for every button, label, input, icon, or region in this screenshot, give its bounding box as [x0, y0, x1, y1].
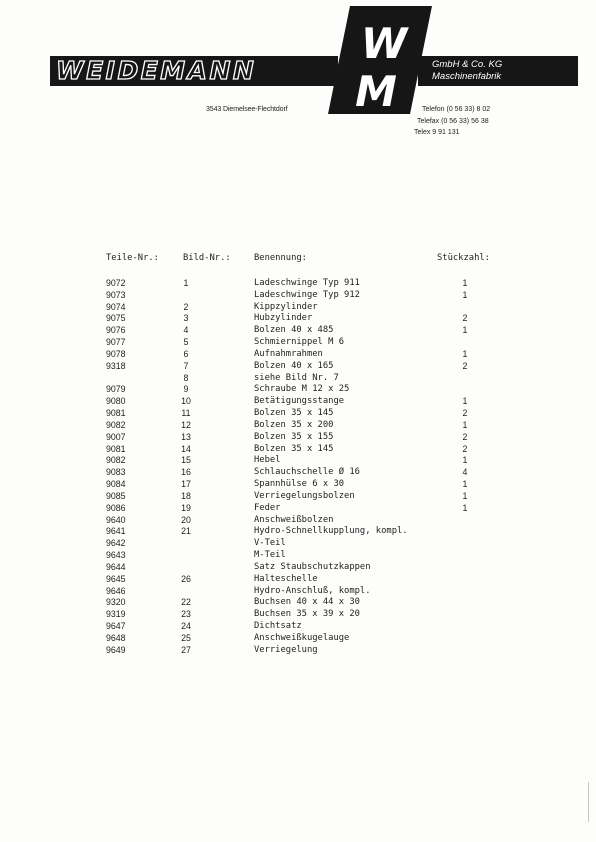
table-row — [0, 444, 596, 456]
figure-number: 3 — [183, 313, 189, 324]
figure-number: 15 — [181, 455, 191, 466]
part-name: V-Teil — [254, 538, 286, 549]
quantity: 2 — [462, 360, 468, 371]
table-row — [0, 491, 596, 503]
table-row — [0, 408, 596, 420]
table-row — [0, 645, 596, 657]
quantity: 2 — [462, 431, 468, 442]
part-name: Hubzylinder — [254, 313, 313, 324]
part-name: Bolzen 40 x 165 — [254, 360, 334, 371]
company-name: WEIDEMANN — [56, 56, 257, 85]
part-name: Bolzen 35 x 145 — [254, 443, 334, 454]
part-name: Schraube M 12 x 25 — [254, 384, 350, 395]
part-name: Schlauchschelle Ø 16 — [254, 467, 360, 478]
figure-number: 14 — [181, 443, 191, 454]
part-number: 9081 — [106, 443, 126, 454]
table-row — [0, 562, 596, 574]
figure-number: 24 — [181, 621, 191, 632]
figure-number: 27 — [181, 644, 191, 655]
company-type: Maschinenfabrik — [432, 71, 502, 82]
part-name: Bolzen 35 x 145 — [254, 408, 334, 419]
table-row — [0, 574, 596, 586]
part-number: 9320 — [106, 597, 126, 608]
figure-number: 13 — [181, 431, 191, 442]
quantity: 1 — [462, 419, 468, 430]
table-row — [0, 455, 596, 467]
table-row — [0, 349, 596, 361]
part-number: 9644 — [106, 561, 126, 572]
quantity: 1 — [462, 348, 468, 359]
quantity: 2 — [462, 313, 468, 324]
part-number: 9079 — [106, 384, 126, 395]
figure-number: 9 — [183, 384, 189, 395]
table-row — [0, 313, 596, 325]
part-name: Bolzen 35 x 155 — [254, 431, 334, 442]
part-name: Halteschelle — [254, 573, 318, 584]
part-number: 9081 — [106, 408, 126, 419]
part-name: Anschweißkugelauge — [254, 632, 350, 643]
part-name: Hydro-Anschluß, kompl. — [254, 585, 371, 596]
table-row — [0, 586, 596, 598]
figure-number: 20 — [181, 514, 191, 525]
figure-number: 21 — [181, 526, 191, 537]
part-number: 9319 — [106, 609, 126, 620]
table-row — [0, 597, 596, 609]
table-row — [0, 621, 596, 633]
figure-number: 8 — [183, 372, 189, 383]
phone-number: Telefon (0 56 33) 8 02 — [422, 106, 491, 113]
part-number: 9075 — [106, 313, 126, 324]
part-name: Dichtsatz — [254, 621, 302, 632]
quantity: 1 — [462, 396, 468, 407]
part-number: 9646 — [106, 585, 126, 596]
part-name: Aufnahmrahmen — [254, 348, 323, 359]
figure-number: 17 — [181, 479, 191, 490]
quantity: 1 — [462, 490, 468, 501]
quantity: 1 — [462, 455, 468, 466]
part-name: Ladeschwinge Typ 912 — [254, 289, 360, 300]
part-number: 9074 — [106, 301, 126, 312]
part-name: Hydro-Schnellkupplung, kompl. — [254, 526, 408, 537]
part-number: 9077 — [106, 337, 126, 348]
quantity: 1 — [462, 278, 468, 288]
column-header-stueckzahl: Stückzahl: — [437, 253, 490, 263]
figure-number: 12 — [181, 419, 191, 430]
quantity: 2 — [462, 443, 468, 454]
table-row — [0, 538, 596, 550]
company-address: 3543 Diemelsee-Flechtdorf — [206, 106, 288, 113]
quantity: 1 — [462, 479, 468, 490]
part-name: Schmiernippel M 6 — [254, 337, 345, 348]
quantity: 2 — [462, 408, 468, 419]
quantity: 1 — [462, 325, 468, 336]
part-name: Ladeschwinge Typ 911 — [254, 278, 360, 288]
part-number: 9078 — [106, 348, 126, 359]
figure-number: 19 — [181, 502, 191, 513]
table-row — [0, 302, 596, 314]
part-name: Satz Staubschutzkappen — [254, 561, 371, 572]
part-number: 9643 — [106, 550, 126, 561]
part-number: 9649 — [106, 644, 126, 655]
page-edge-mark — [588, 782, 589, 822]
part-name: Verriegelungsbolzen — [254, 490, 355, 501]
part-number: 9085 — [106, 490, 126, 501]
table-row — [0, 278, 596, 290]
quantity: 1 — [462, 289, 468, 300]
part-name: Buchsen 35 x 39 x 20 — [254, 609, 360, 620]
figure-number: 6 — [183, 348, 189, 359]
company-name-banner — [50, 56, 338, 86]
part-number: 9086 — [106, 502, 126, 513]
part-number: 9080 — [106, 396, 126, 407]
logo-letter-w: W — [360, 19, 408, 68]
figure-number: 18 — [181, 490, 191, 501]
column-header-teile-nr: Teile-Nr.: — [106, 253, 159, 263]
part-number: 9082 — [106, 455, 126, 466]
part-name: Kippzylinder — [254, 301, 318, 312]
table-row — [0, 633, 596, 645]
part-number: 9073 — [106, 289, 126, 300]
figure-number: 22 — [181, 597, 191, 608]
part-number: 9647 — [106, 621, 126, 632]
figure-number: 11 — [181, 408, 191, 419]
figure-number: 25 — [181, 632, 191, 643]
part-name: Anschweißbolzen — [254, 514, 334, 525]
figure-number: 26 — [181, 573, 191, 584]
logo-letter-m: M — [355, 67, 397, 114]
quantity: 1 — [462, 502, 468, 513]
figure-number: 1 — [183, 278, 189, 288]
column-header-bild-nr: Bild-Nr.: — [183, 253, 231, 263]
part-name: M-Teil — [254, 550, 286, 561]
part-number: 9084 — [106, 479, 126, 490]
column-header-benennung: Benennung: — [254, 253, 307, 263]
part-number: 9641 — [106, 526, 126, 537]
table-row — [0, 526, 596, 538]
quantity: 4 — [462, 467, 468, 478]
part-name: Betätigungsstange — [254, 396, 345, 407]
table-row — [0, 515, 596, 527]
part-name: Feder — [254, 502, 281, 513]
part-name: Bolzen 35 x 200 — [254, 419, 334, 430]
figure-number: 16 — [181, 467, 191, 478]
table-row — [0, 550, 596, 562]
part-number: 9640 — [106, 514, 126, 525]
part-number: 9076 — [106, 325, 126, 336]
part-number: 9007 — [106, 431, 126, 442]
figure-number: 23 — [181, 609, 191, 620]
part-name: Verriegelung — [254, 644, 318, 655]
wm-logo — [328, 6, 432, 114]
table-row — [0, 361, 596, 373]
table-row — [0, 467, 596, 479]
part-number: 9318 — [106, 360, 126, 371]
telex-number: Telex 9 91 131 — [414, 129, 460, 136]
table-row — [0, 373, 596, 385]
figure-number: 10 — [181, 396, 191, 407]
fax-number: Telefax (0 56 33) 56 38 — [417, 118, 489, 125]
part-name: Buchsen 40 x 44 x 30 — [254, 597, 360, 608]
part-number: 9648 — [106, 632, 126, 643]
table-row — [0, 396, 596, 408]
figure-number: 4 — [183, 325, 189, 336]
table-row — [0, 479, 596, 491]
company-legal-banner — [418, 56, 578, 86]
figure-number: 5 — [183, 337, 189, 348]
table-row — [0, 290, 596, 302]
table-row — [0, 503, 596, 515]
part-number: 9082 — [106, 419, 126, 430]
part-name: siehe Bild Nr. 7 — [254, 372, 339, 383]
figure-number: 2 — [183, 301, 189, 312]
part-number: 9083 — [106, 467, 126, 478]
part-name: Bolzen 40 x 485 — [254, 325, 334, 336]
company-legal-form: GmbH & Co. KG — [432, 59, 503, 70]
part-number: 9642 — [106, 538, 126, 549]
part-number: 9072 — [106, 278, 126, 288]
table-row — [0, 609, 596, 621]
table-row — [0, 384, 596, 396]
figure-number: 7 — [183, 360, 189, 371]
part-name: Spannhülse 6 x 30 — [254, 479, 345, 490]
table-row — [0, 337, 596, 349]
part-number: 9645 — [106, 573, 126, 584]
table-row — [0, 325, 596, 337]
part-name: Hebel — [254, 455, 281, 466]
table-row — [0, 432, 596, 444]
table-row — [0, 420, 596, 432]
